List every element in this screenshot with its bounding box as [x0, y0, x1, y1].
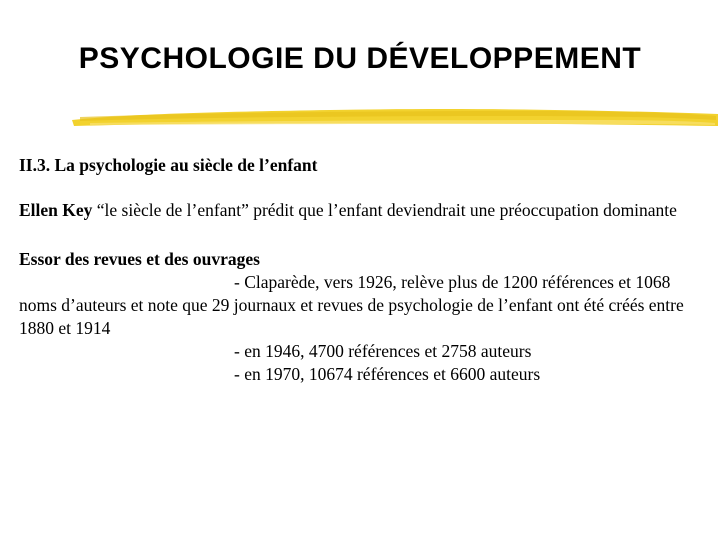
- stat-1970: - en 1970, 10674 références et 6600 auteurs: [234, 364, 541, 384]
- ellen-key-text: “le siècle de l’enfant” prédit que l’enfant deviendrait une préoccupation dominante: [92, 200, 677, 220]
- slide-body: [19, 154, 709, 386]
- slide-title: PSYCHOLOGIE DU DÉVELOPPEMENT: [78, 42, 642, 75]
- claparede-text: - Claparède, vers 1926, relève plus de 1200 références et 1068 noms d’auteurs et note que 29 journaux et revues de psychologie de l’enfant ont été créés entre 1880 et 1914: [19, 272, 684, 338]
- paragraph-ellen-key: [19, 199, 709, 222]
- section-heading: II.3. La psychologie au siècle de l’enfant: [19, 155, 318, 175]
- stat-1946: - en 1946, 4700 références et 2758 auteurs: [234, 341, 532, 361]
- ellen-key-name: Ellen Key: [19, 200, 93, 220]
- essor-heading: Essor des revues et des ouvrages: [19, 249, 260, 269]
- highlighter-stroke: [70, 96, 720, 136]
- claparede-paragraph: [19, 271, 709, 340]
